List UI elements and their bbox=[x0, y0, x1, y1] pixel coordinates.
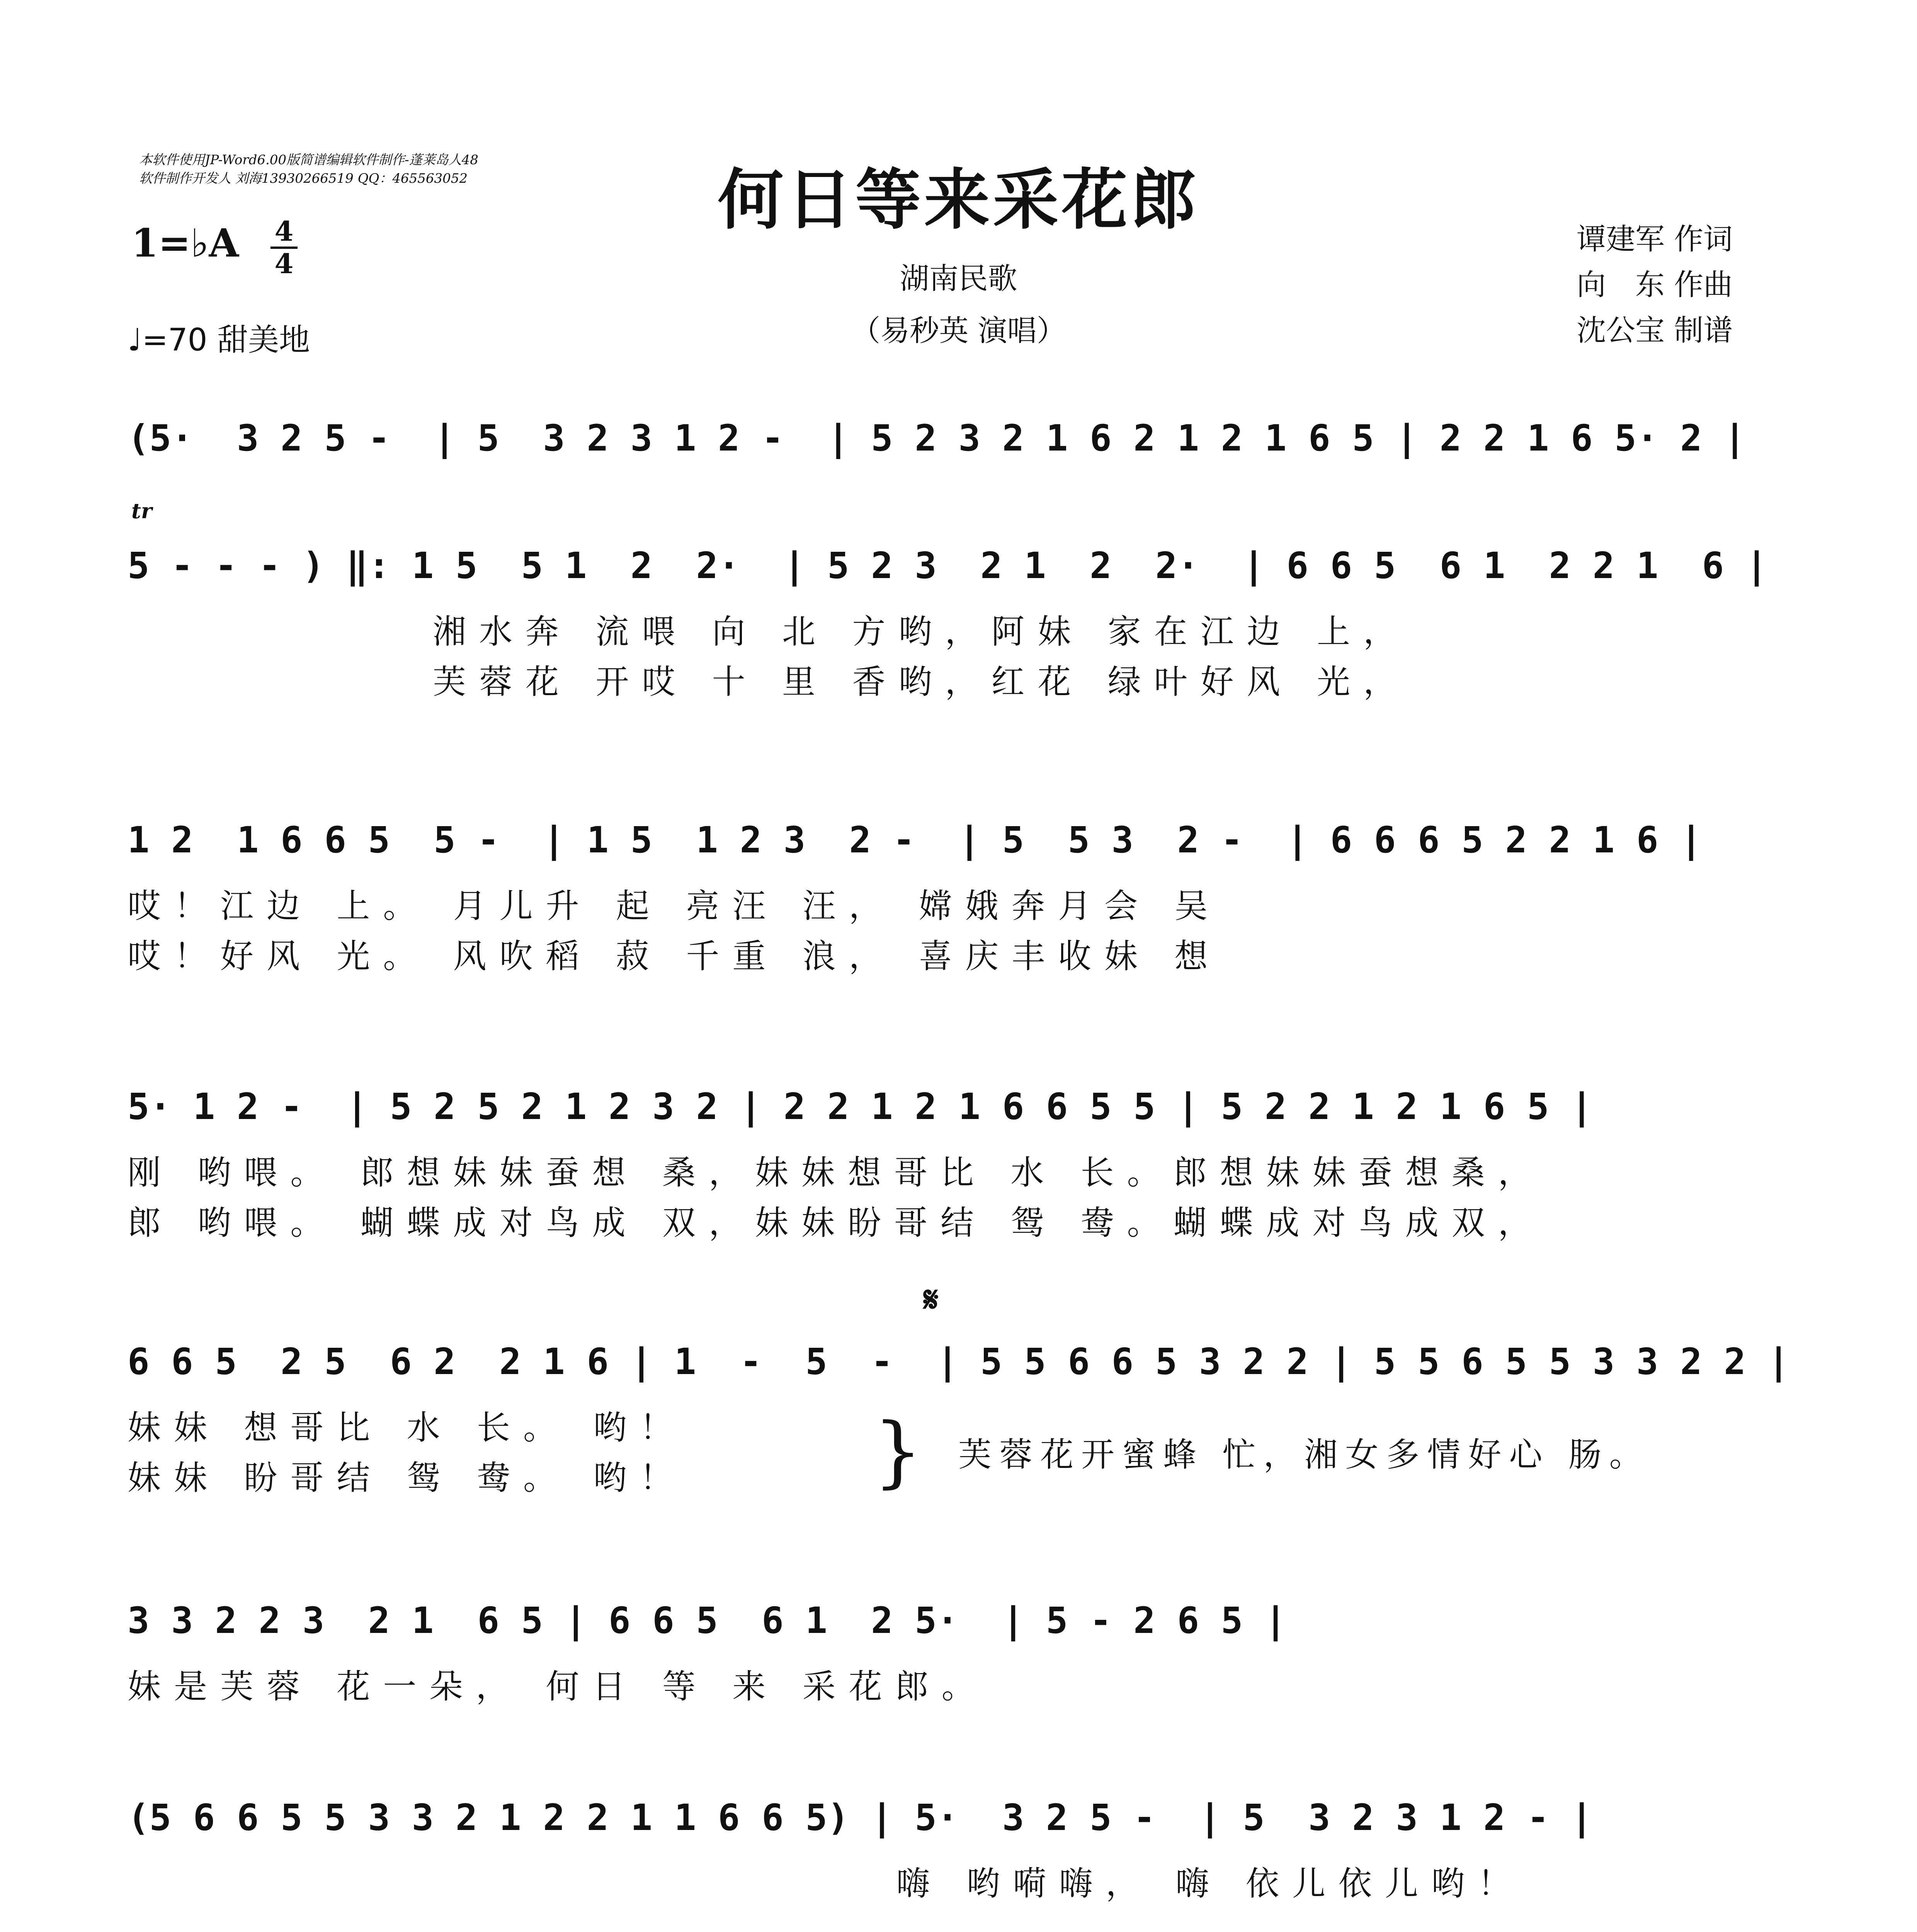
notes-row: (5 6 6 5 5 3 3 2 1 2 2 1 1 6 6 5) | 5· 3 2 5 - | 5 3 2 3 1 2 - | bbox=[128, 1797, 1593, 1839]
time-signature bbox=[270, 216, 298, 279]
watermark-line-1: 本软件使用JP-Word6.00版简谱编辑软件制作-蓬莱岛人48 bbox=[139, 152, 478, 168]
song-title: 何日等来采花郎 bbox=[718, 161, 1199, 238]
key-signature: 1=♭A bbox=[131, 220, 239, 266]
song-subtitle: 湖南民歌 bbox=[900, 261, 1017, 296]
score-system-1 bbox=[128, 398, 1789, 479]
notes-row: 3 3 2 2 3 2 1 6 5 | 6 6 5 6 1 2 5· | 5 - 2 6 5 | bbox=[128, 1600, 1287, 1642]
lyrics-verse-1: 刚 哟喂。 郎想妹妹蚕想 桑，妹妹想哥比 水 长。郎想妹妹蚕想桑， bbox=[128, 1153, 1544, 1192]
lyrics-verse-2: 芙蓉花 开哎 十 里 香哟，红花 绿叶好风 光， bbox=[433, 663, 1410, 701]
time-signature-top: 4 bbox=[274, 215, 294, 247]
composer-credit: 向 东 作曲 bbox=[1577, 267, 1733, 302]
lyrics-verse-2: 郎 哟喂。 蝴蝶成对鸟成 双，妹妹盼哥结 鸳 鸯。蝴蝶成对鸟成双， bbox=[128, 1204, 1544, 1242]
lyrics-verse-1: 妹是芙蓉 花一朵， 何日 等 来 采花郎。 bbox=[128, 1667, 988, 1706]
lyrics-verse-1: 妹妹 想哥比 水 长。 哟！ bbox=[128, 1408, 686, 1447]
segno-sign: 𝄋 bbox=[924, 1279, 939, 1320]
arranger-credit: 沈公宝 制谱 bbox=[1577, 313, 1733, 347]
trill-mark: tr bbox=[131, 498, 152, 523]
lyrics-verse-1: 哎！江边 上。 月儿升 起 亮汪 汪， 嫦娥奔月会 吴 bbox=[128, 887, 1221, 925]
score-system-3 bbox=[128, 800, 1789, 981]
notes-row: 5 - - - ) ‖: 1 5 5 1 2 2· | 5 2 3 2 1 2 2· | 6 6 5 6 1 2 2 1 6 | bbox=[128, 545, 1768, 587]
song-performer: （易秒英 演唱） bbox=[851, 313, 1066, 348]
score-system-5 bbox=[128, 1321, 1789, 1503]
lyrics-verse-2: 妹妹 盼哥结 鸳 鸯。 哟！ bbox=[128, 1459, 686, 1497]
lyrics-verse-1: 嗨 哟嗬嗨， 嗨 依儿依儿哟！ bbox=[896, 1864, 1524, 1903]
lyricist-credit: 谭建军 作词 bbox=[1577, 222, 1733, 256]
tempo-marking: ♩=70 甜美地 bbox=[128, 322, 310, 358]
lyrics-verse-2: 哎！好风 光。 风吹稻 菽 千重 浪， 喜庆丰收妹 想 bbox=[128, 937, 1221, 976]
brace-icon: } bbox=[873, 1406, 923, 1497]
score-system-6 bbox=[128, 1580, 1789, 1712]
score-system-7 bbox=[128, 1777, 1789, 1909]
lyrics-chorus: 芙蓉花开蜜蜂 忙，湘女多情好心 肠。 bbox=[958, 1435, 1650, 1474]
notes-row: (5· 3 2 5 - | 5 3 2 3 1 2 - | 5 2 3 2 1 6 2 1 2 1 6 5 | 2 2 1 6 5· 2 | bbox=[128, 417, 1746, 459]
notes-row: 1 2 1 6 6 5 5 - | 1 5 1 2 3 2 - | 5 5 3 2 - | 6 6 6 5 2 2 1 6 | bbox=[128, 819, 1702, 861]
notes-row: 5· 1 2 - | 5 2 5 2 1 2 3 2 | 2 2 1 2 1 6 6 5 5 | 5 2 2 1 2 1 6 5 | bbox=[128, 1086, 1593, 1128]
lyrics-verse-1: 湘水奔 流喂 向 北 方哟，阿妹 家在江边 上， bbox=[433, 612, 1410, 651]
notes-row: 6 6 5 2 5 6 2 2 1 6 | 1 - 5 - | 5 5 6 6 5 3 2 2 | 5 5 6 5 5 3 3 2 2 | bbox=[128, 1341, 1790, 1383]
watermark-line-2: 软件制作开发人 刘海13930266519 QQ：465563052 bbox=[139, 171, 468, 186]
time-signature-bottom: 4 bbox=[274, 248, 294, 280]
score-system-2 bbox=[128, 526, 1789, 707]
score-system-4 bbox=[128, 1066, 1789, 1248]
credits bbox=[1577, 216, 1733, 353]
